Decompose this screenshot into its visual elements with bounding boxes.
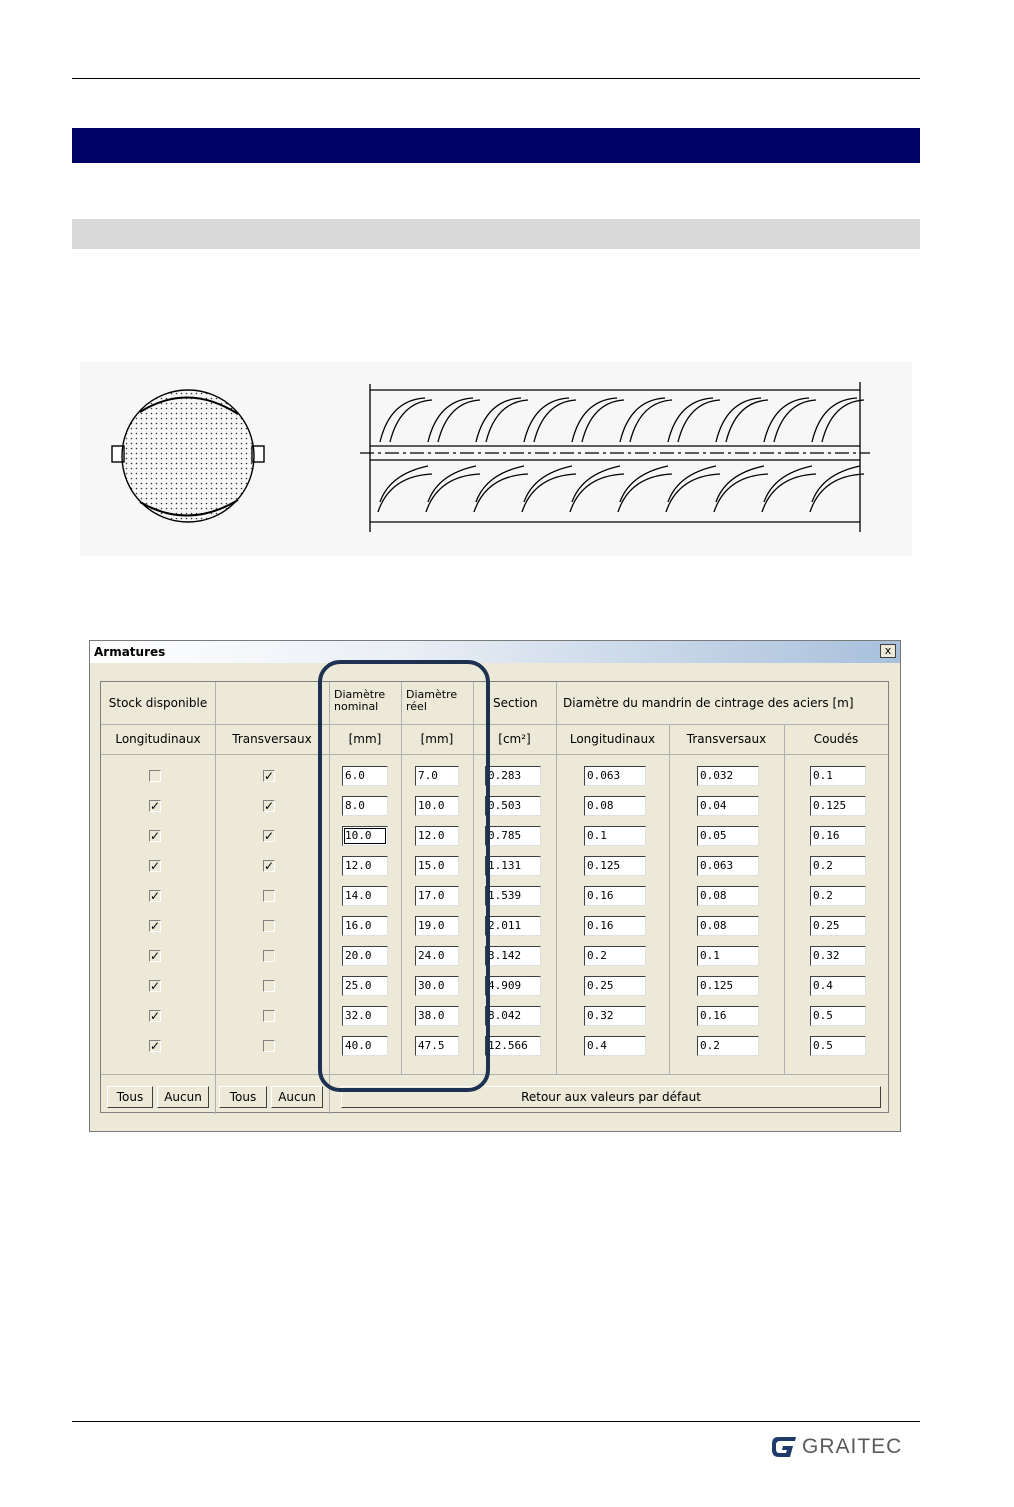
armatures-table <box>100 681 889 1113</box>
button-label: Aucun <box>278 1090 316 1104</box>
m-trans-field[interactable]: 0.16 <box>697 1006 759 1026</box>
m-long-field[interactable]: 0.1 <box>584 826 646 846</box>
reel-field[interactable]: 47.5 <box>415 1036 459 1056</box>
header-mandrin-coudes: Coudés <box>813 732 859 746</box>
m-trans-field[interactable]: 0.08 <box>697 916 759 936</box>
aucun-longitudinaux-button[interactable] <box>157 1086 209 1108</box>
stock-transversal-checkbox[interactable]: ✓ <box>264 799 275 813</box>
section-field[interactable]: 2.011 <box>485 916 541 936</box>
reel-field[interactable]: 19.0 <box>415 916 459 936</box>
stock-transversal-checkbox[interactable] <box>263 950 275 962</box>
nominal-field[interactable]: 8.0 <box>342 796 388 816</box>
button-label: Retour aux valeurs par défaut <box>521 1090 701 1104</box>
m-long-field[interactable]: 0.063 <box>584 766 646 786</box>
m-coud-field[interactable]: 0.125 <box>810 796 866 816</box>
section-field[interactable]: 4.909 <box>485 976 541 996</box>
stock-longitudinal-checkbox[interactable]: ✓ <box>150 889 161 903</box>
rebar-illustration <box>80 362 912 556</box>
reel-field[interactable]: 7.0 <box>415 766 459 786</box>
m-long-field[interactable]: 0.125 <box>584 856 646 876</box>
m-long-field[interactable]: 0.4 <box>584 1036 646 1056</box>
stock-transversal-checkbox[interactable] <box>263 920 275 932</box>
stock-transversal-checkbox[interactable] <box>263 1040 275 1052</box>
grid-line <box>101 754 888 755</box>
grid-line <box>215 682 216 1114</box>
header-transversaux: Transversaux <box>232 732 312 746</box>
stock-transversal-checkbox[interactable] <box>263 980 275 992</box>
grid-line <box>784 724 785 1074</box>
header-unit-mm: [mm] <box>420 732 454 746</box>
m-long-field[interactable]: 0.16 <box>584 886 646 906</box>
button-label: Tous <box>229 1090 257 1104</box>
nominal-field[interactable]: 25.0 <box>342 976 388 996</box>
rebar-side-view <box>360 382 870 532</box>
section-title-bar <box>72 219 920 249</box>
stock-longitudinal-checkbox[interactable]: ✓ <box>150 919 161 933</box>
nominal-field[interactable]: 40.0 <box>342 1036 388 1056</box>
m-long-field[interactable]: 0.2 <box>584 946 646 966</box>
stock-longitudinal-checkbox[interactable]: ✓ <box>150 979 161 993</box>
m-long-field[interactable]: 0.16 <box>584 916 646 936</box>
stock-longitudinal-checkbox[interactable]: ✓ <box>150 949 161 963</box>
m-coud-field[interactable]: 0.5 <box>810 1036 866 1056</box>
close-button[interactable] <box>880 644 896 658</box>
chapter-title-bar <box>72 128 920 163</box>
reel-field[interactable]: 10.0 <box>415 796 459 816</box>
footer-rule <box>72 1421 920 1422</box>
header-mandrin-transversaux: Transversaux <box>686 732 767 746</box>
nominal-field[interactable]: 20.0 <box>342 946 388 966</box>
m-trans-field[interactable]: 0.08 <box>697 886 759 906</box>
m-long-field[interactable]: 0.08 <box>584 796 646 816</box>
header-mandrin: Diamètre du mandrin de cintrage des aciers [m] <box>563 696 854 710</box>
reel-field[interactable]: 17.0 <box>415 886 459 906</box>
header-mandrin-longitudinaux: Longitudinaux <box>569 732 656 746</box>
header-longitudinaux: Longitudinaux <box>115 732 201 746</box>
highlight-diameter-columns <box>318 660 490 1092</box>
section-field[interactable]: 0.283 <box>485 766 541 786</box>
button-label: Tous <box>116 1090 144 1104</box>
nominal-field[interactable]: 12.0 <box>342 856 388 876</box>
header-rule <box>72 78 920 79</box>
stock-transversal-checkbox[interactable]: ✓ <box>264 859 275 873</box>
stock-longitudinal-checkbox[interactable]: ✓ <box>150 799 161 813</box>
button-label: Aucun <box>164 1090 202 1104</box>
dialog-title-bar[interactable] <box>90 641 900 663</box>
stock-transversal-checkbox[interactable] <box>263 1010 275 1022</box>
nominal-field[interactable]: 6.0 <box>342 766 388 786</box>
reel-field[interactable]: 30.0 <box>415 976 459 996</box>
stock-transversal-checkbox[interactable] <box>263 890 275 902</box>
reel-field[interactable]: 38.0 <box>415 1006 459 1026</box>
grid-line <box>669 724 670 1074</box>
m-coud-field[interactable]: 0.2 <box>810 856 866 876</box>
m-coud-field[interactable]: 0.32 <box>810 946 866 966</box>
stock-longitudinal-checkbox[interactable]: ✓ <box>150 829 161 843</box>
section-field[interactable]: 1.131 <box>485 856 541 876</box>
close-icon: x <box>884 644 892 657</box>
m-trans-field[interactable]: 0.04 <box>697 796 759 816</box>
section-field[interactable]: 12.566 <box>485 1036 541 1056</box>
tous-longitudinaux-button[interactable] <box>107 1086 153 1108</box>
dialog-title: Armatures <box>94 645 166 659</box>
m-trans-field[interactable]: 0.1 <box>697 946 759 966</box>
m-trans-field[interactable]: 0.125 <box>697 976 759 996</box>
tous-transversaux-button[interactable] <box>219 1086 267 1108</box>
section-field[interactable]: 0.503 <box>485 796 541 816</box>
rebar-cross-section <box>112 390 264 522</box>
m-coud-field[interactable]: 0.25 <box>810 916 866 936</box>
m-coud-field[interactable]: 0.2 <box>810 886 866 906</box>
header-unit-mm: [mm] <box>348 732 382 746</box>
graitec-logo <box>770 1432 902 1462</box>
nominal-field[interactable]: 32.0 <box>342 1006 388 1026</box>
section-field[interactable]: 0.785 <box>485 826 541 846</box>
stock-transversal-checkbox[interactable]: ✓ <box>264 769 275 783</box>
m-trans-field[interactable]: 0.2 <box>697 1036 759 1056</box>
header-diametre-nominal: Diamètre nominal <box>334 688 386 713</box>
m-coud-field[interactable]: 0.1 <box>810 766 866 786</box>
m-coud-field[interactable]: 0.5 <box>810 1006 866 1026</box>
nominal-field[interactable]: 14.0 <box>342 886 388 906</box>
m-trans-field[interactable]: 0.063 <box>697 856 759 876</box>
nominal-field[interactable]: 16.0 <box>342 916 388 936</box>
reel-field[interactable]: 12.0 <box>415 826 459 846</box>
reel-field[interactable]: 15.0 <box>415 856 459 876</box>
m-long-field[interactable]: 0.32 <box>584 1006 646 1026</box>
stock-longitudinal-checkbox[interactable]: ✓ <box>150 859 161 873</box>
section-field[interactable]: 1.539 <box>485 886 541 906</box>
m-trans-field[interactable]: 0.05 <box>697 826 759 846</box>
stock-longitudinal-checkbox[interactable]: ✓ <box>150 1039 161 1053</box>
stock-longitudinal-checkbox[interactable]: ✓ <box>150 1009 161 1023</box>
aucun-transversaux-button[interactable] <box>271 1086 323 1108</box>
stock-transversal-checkbox[interactable]: ✓ <box>264 829 275 843</box>
section-field[interactable]: 3.142 <box>485 946 541 966</box>
m-coud-field[interactable]: 0.16 <box>810 826 866 846</box>
reel-field[interactable]: 24.0 <box>415 946 459 966</box>
grid-line <box>101 1074 888 1075</box>
section-field[interactable]: 8.042 <box>485 1006 541 1026</box>
grid-line <box>101 724 888 725</box>
graitec-logo-icon <box>770 1434 800 1460</box>
m-coud-field[interactable]: 0.4 <box>810 976 866 996</box>
graitec-logo-text: GRAITEC <box>802 1435 903 1458</box>
armatures-dialog <box>89 640 901 1132</box>
nominal-field[interactable]: 10.0 <box>342 826 388 846</box>
m-trans-field[interactable]: 0.032 <box>697 766 759 786</box>
header-unit-cm2: [cm²] <box>498 732 531 746</box>
header-diametre-reel: Diamètre réel <box>406 688 458 713</box>
stock-longitudinal-checkbox[interactable] <box>149 770 161 782</box>
header-stock: Stock disponible <box>108 696 208 710</box>
m-long-field[interactable]: 0.25 <box>584 976 646 996</box>
header-section: Section <box>493 696 538 710</box>
